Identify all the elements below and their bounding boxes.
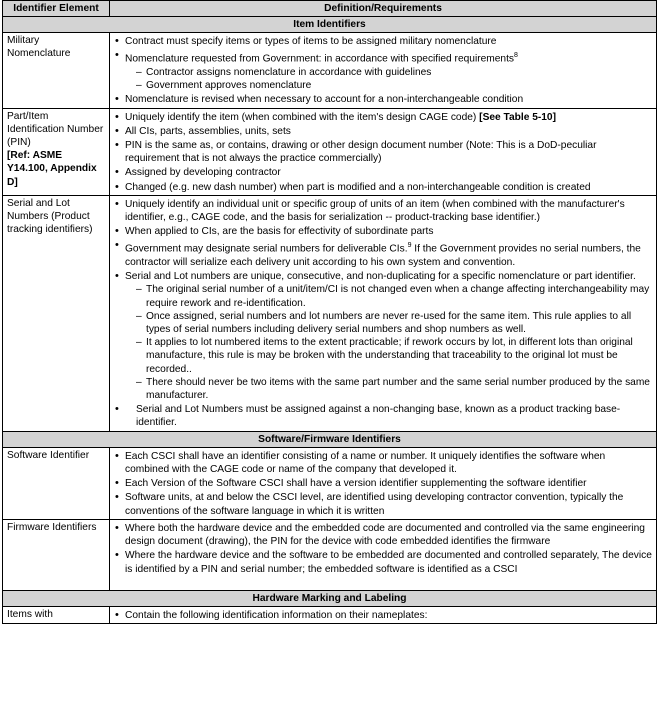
bullet-item: • Each CSCI shall have an identifier consisting of a name or number. It uniquely identifies the software when combined with the CAGE code or name of the company that developed it. bbox=[114, 450, 652, 476]
definition-cell bbox=[110, 195, 657, 431]
bullet-item: • Each Version of the Software CSCI shall have a version identifier supplementing the software identifier bbox=[114, 477, 652, 490]
identifier-label: Serial and Lot Numbers (Product tracking identifiers) bbox=[7, 197, 93, 236]
identifier-cell bbox=[3, 606, 110, 623]
identifier-cell bbox=[3, 519, 110, 590]
identifier-label: Firmware Identifiers bbox=[7, 521, 97, 533]
dash-list bbox=[125, 283, 652, 402]
identifier-cell bbox=[3, 108, 110, 195]
table-row bbox=[3, 519, 657, 590]
bullet-item bbox=[114, 111, 652, 124]
definition-cell bbox=[110, 108, 657, 195]
bullet-item: • All CIs, parts, assemblies, units, sets bbox=[114, 125, 652, 138]
bullet-item bbox=[114, 239, 652, 269]
identifier-label: Software Identifier bbox=[7, 449, 90, 461]
identifier-cell bbox=[3, 195, 110, 431]
bullet-item bbox=[114, 49, 652, 92]
table-row bbox=[3, 447, 657, 519]
bullet-text: Government may designate serial numbers for deliverable CIs. bbox=[125, 243, 408, 255]
bullet-text: Uniquely identify the item (when combined with the item's design CAGE code) bbox=[125, 111, 477, 123]
dash-list bbox=[125, 66, 652, 92]
identifier-reference: [Ref: ASME Y14.100, Appendix D] bbox=[7, 150, 97, 188]
section-title: Item Identifiers bbox=[3, 17, 657, 33]
bullet-list bbox=[114, 450, 652, 518]
footnote-marker: 8 bbox=[514, 52, 518, 60]
section-row-item-identifiers bbox=[3, 17, 657, 33]
bullet-item: • Software units, at and below the CSCI level, are identified using developing contractor convention, typically the conventions of the software language in which it is written bbox=[114, 491, 652, 517]
table-row bbox=[3, 606, 657, 623]
bullet-item: • Nomenclature is revised when necessary to account for a non-interchangeable condition bbox=[114, 93, 652, 106]
bullet-item: • Changed (e.g. new dash number) when part is modified and a non-interchangeable condition is created bbox=[114, 181, 652, 194]
table-reference: [See Table 5-10] bbox=[479, 111, 556, 123]
dash-item: – Contractor assigns nomenclature in accordance with guidelines bbox=[125, 66, 652, 79]
bullet-text: If the Government provides no serial numbers, the contractor will serialize each delivery unit according to his own system and convention. bbox=[125, 243, 641, 269]
dash-item: – Government approves nomenclature bbox=[125, 79, 652, 92]
footnote-marker: 9 bbox=[407, 242, 412, 250]
bullet-item: • Serial and Lot Numbers must be assigned against a non-changing base, known as a product tracking base-identifier. bbox=[114, 403, 652, 429]
definition-cell bbox=[110, 606, 657, 623]
identifier-requirements-table bbox=[2, 0, 657, 624]
bullet-item bbox=[114, 270, 652, 402]
identifier-label: Part/Item Identification Number (PIN) bbox=[7, 110, 104, 149]
dash-item: – It applies to lot numbered items to the extent practicable; if rework occurs by lot, in different lots than original manufacture, this rule is may be broken with the understanding that traceability to the original lot must be recorded.. bbox=[125, 336, 652, 376]
table-row bbox=[3, 108, 657, 195]
definition-cell bbox=[110, 519, 657, 590]
bullet-list bbox=[114, 609, 652, 622]
identifier-label: Military Nomenclature bbox=[7, 35, 71, 60]
bullet-text: Serial and Lot numbers are unique, consecutive, and non-duplicating for a specific nomenclature or part identifier. bbox=[125, 271, 636, 283]
definition-cell bbox=[110, 447, 657, 519]
bullet-item: • Where both the hardware device and the embedded code are documented and controlled via the same engineering design document (drawing), the PIN for the device with code embedded identifies the firmware bbox=[114, 522, 652, 548]
dash-item: – The original serial number of a unit/item/CI is not changed even when a change affecting interchangeability may require rework and re-identification. bbox=[125, 283, 652, 309]
bullet-item: • When applied to CIs, are the basis for effectivity of subordinate parts bbox=[114, 225, 652, 238]
section-row-hardware-marking bbox=[3, 590, 657, 606]
header-identifier-element: Identifier Element bbox=[3, 1, 110, 17]
section-row-software-firmware bbox=[3, 431, 657, 447]
table-header-row bbox=[3, 1, 657, 17]
bullet-list bbox=[114, 522, 652, 576]
section-title: Hardware Marking and Labeling bbox=[3, 590, 657, 606]
bullet-list bbox=[114, 35, 652, 106]
header-definition-requirements: Definition/Requirements bbox=[110, 1, 657, 17]
identifier-cell bbox=[3, 447, 110, 519]
table-row bbox=[3, 195, 657, 431]
bullet-list bbox=[114, 111, 652, 194]
bullet-item: • Contract must specify items or types of items to be assigned military nomenclature bbox=[114, 35, 652, 48]
identifier-label: Items with bbox=[7, 608, 53, 620]
bullet-item: • Assigned by developing contractor bbox=[114, 166, 652, 179]
bullet-item: • Uniquely identify an individual unit or specific group of units of an item (when combined with the manufacturer's identifier, e.g., CAGE code, and the basis for serialization -- product-tracking base identifier.) bbox=[114, 198, 652, 224]
bullet-item: • Where the hardware device and the software to be embedded are documented and controlled separately, The device is identified by a PIN and serial number; the embedded software is identified as a CSCI bbox=[114, 549, 652, 575]
section-title: Software/Firmware Identifiers bbox=[3, 431, 657, 447]
dash-item: – There should never be two items with the same part number and the same serial number produced by the same manufacturer. bbox=[125, 376, 652, 402]
bullet-item: • Contain the following identification information on their nameplates: bbox=[114, 609, 652, 622]
bullet-item: • PIN is the same as, or contains, drawing or other design document number (Note: This is a DoD-peculiar requirement that is not always the practice commercially) bbox=[114, 139, 652, 165]
identifier-cell bbox=[3, 33, 110, 108]
bullet-list bbox=[114, 198, 652, 430]
definition-cell bbox=[110, 33, 657, 108]
table-row bbox=[3, 33, 657, 108]
dash-item: – Once assigned, serial numbers and lot numbers are never re-used for the same item. This rule applies to all types of serial numbers including delivery serial numbers and shop numbers as well. bbox=[125, 310, 652, 336]
bullet-text: Nomenclature requested from Government: in accordance with specified requirements bbox=[125, 53, 515, 65]
